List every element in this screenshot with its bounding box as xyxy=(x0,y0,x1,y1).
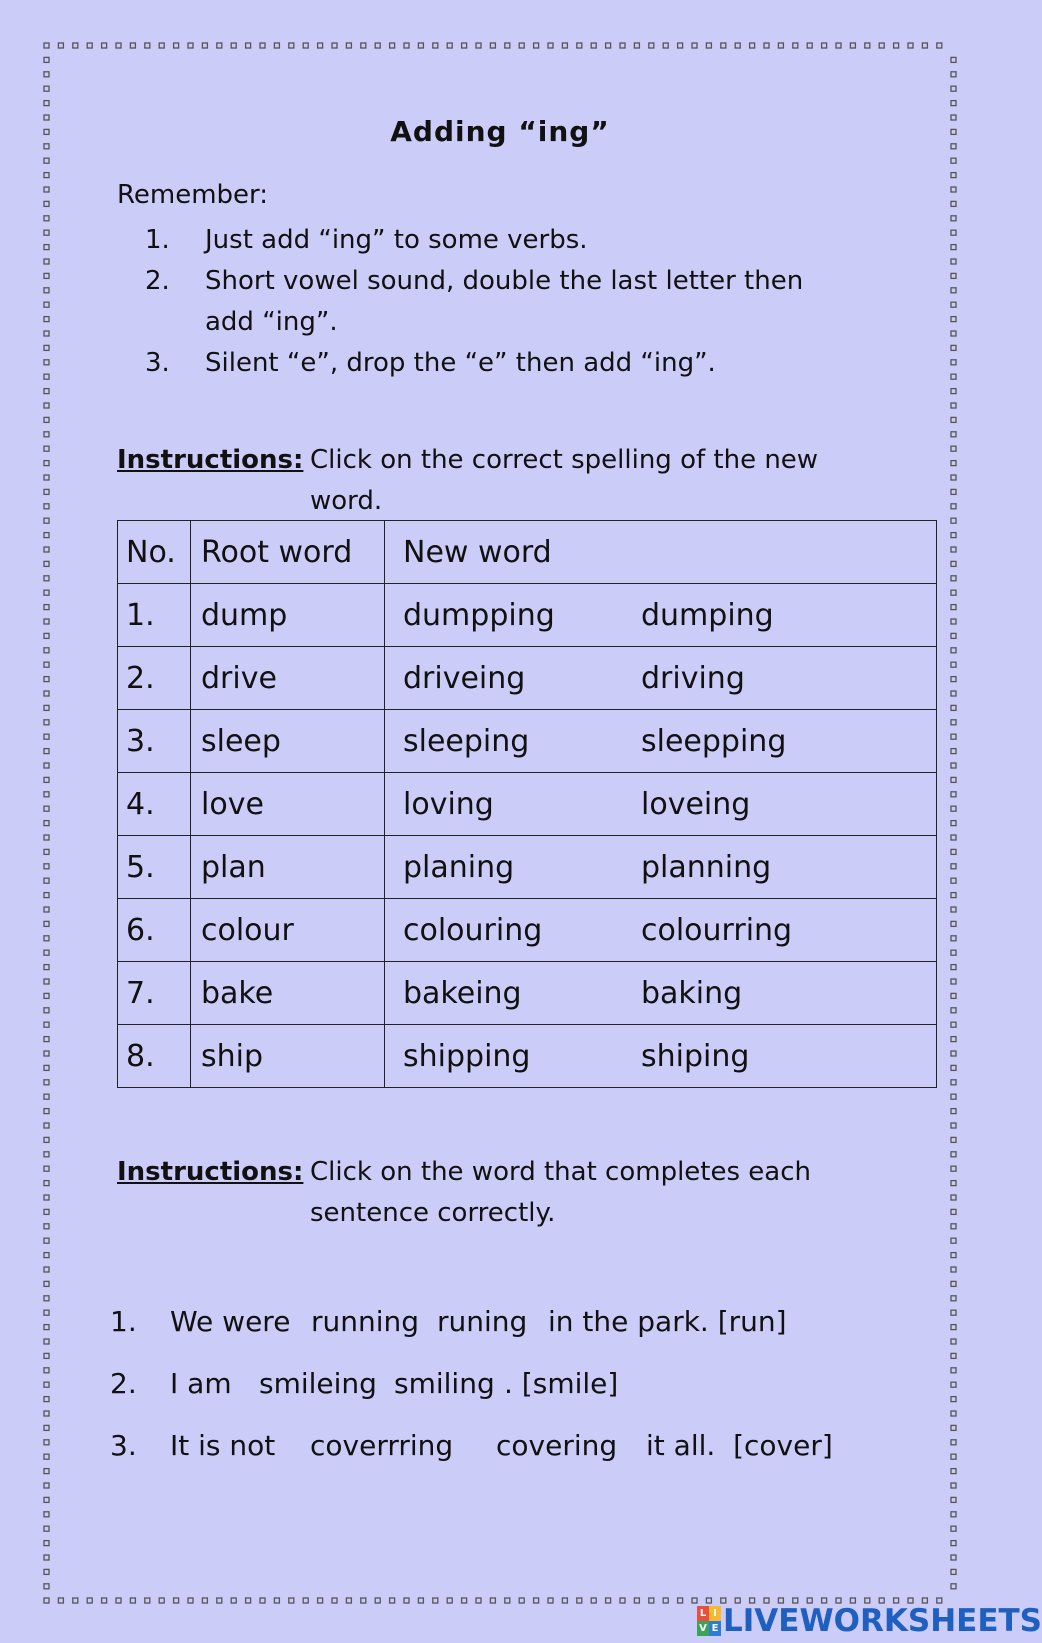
word-option[interactable]: covering xyxy=(496,1428,618,1462)
word-option[interactable]: coverrring xyxy=(310,1428,454,1462)
sentence-suffix: it all. [cover] xyxy=(646,1428,833,1462)
spelling-option[interactable]: driveing xyxy=(403,660,526,696)
table-row xyxy=(118,773,937,836)
word-option[interactable]: runing xyxy=(437,1304,528,1338)
sentence-prefix: I am xyxy=(170,1366,232,1400)
word-option[interactable]: smiling xyxy=(394,1366,495,1400)
rule-number: 2. xyxy=(145,266,170,296)
rule-text: Silent “e”, drop the “e” then add “ing”. xyxy=(205,348,716,378)
row-number: 1. xyxy=(118,584,191,647)
root-word: dump xyxy=(191,584,385,647)
table-row xyxy=(118,647,937,710)
spelling-option[interactable]: loveing xyxy=(641,786,751,822)
table-row xyxy=(118,899,937,962)
sentence-list xyxy=(110,1290,833,1476)
rule-text: Short vowel sound, double the last letter then add “ing”. xyxy=(205,266,804,337)
word-option[interactable]: smileing xyxy=(259,1366,377,1400)
logo-mark-icon: L I V E xyxy=(697,1606,721,1636)
rule-item xyxy=(145,261,845,343)
worksheet-title: Adding “ing” xyxy=(390,115,610,148)
rule-text: Just add “ing” to some verbs. xyxy=(205,225,588,255)
new-word-cell xyxy=(385,899,937,962)
spelling-option[interactable]: loving xyxy=(403,786,494,822)
root-word: ship xyxy=(191,1025,385,1088)
sentence-suffix: in the park. [run] xyxy=(548,1304,787,1338)
instructions-text: Click on the word that completes each sentence correctly. xyxy=(310,1157,811,1228)
table-header-row xyxy=(118,521,937,584)
rules-list xyxy=(145,220,845,384)
instructions-text: Click on the correct spelling of the new word. xyxy=(310,445,819,516)
new-word-cell xyxy=(385,647,937,710)
instructions-sentences xyxy=(117,1152,850,1234)
spelling-option[interactable]: shipping xyxy=(403,1038,531,1074)
instructions-spelling xyxy=(117,440,850,522)
root-word: plan xyxy=(191,836,385,899)
root-word: colour xyxy=(191,899,385,962)
row-number: 7. xyxy=(118,962,191,1025)
root-word: drive xyxy=(191,647,385,710)
spelling-option[interactable]: dumping xyxy=(641,597,774,633)
new-word-cell xyxy=(385,962,937,1025)
table-row xyxy=(118,1025,937,1088)
sentence-number: 3. xyxy=(110,1428,137,1462)
spelling-option[interactable]: colourring xyxy=(641,912,793,948)
row-number: 8. xyxy=(118,1025,191,1088)
instructions-label: Instructions: xyxy=(117,1157,304,1187)
spelling-option[interactable]: dumpping xyxy=(403,597,555,633)
spelling-option[interactable]: planing xyxy=(403,849,515,885)
table-row xyxy=(118,584,937,647)
spelling-option[interactable]: sleeping xyxy=(403,723,530,759)
new-word-cell xyxy=(385,584,937,647)
column-header-no: No. xyxy=(118,521,191,584)
rule-number: 3. xyxy=(145,348,170,378)
spelling-option[interactable]: shiping xyxy=(641,1038,750,1074)
word-option[interactable]: running xyxy=(311,1304,420,1338)
sentence-prefix: We were xyxy=(170,1304,291,1338)
sentence-item xyxy=(110,1290,833,1352)
spelling-table xyxy=(117,520,937,1088)
sentence-item xyxy=(110,1352,833,1414)
column-header-new-word: New word xyxy=(385,521,937,584)
table-row xyxy=(118,962,937,1025)
new-word-cell xyxy=(385,773,937,836)
table-row xyxy=(118,836,937,899)
root-word: bake xyxy=(191,962,385,1025)
root-word: sleep xyxy=(191,710,385,773)
sentence-number: 2. xyxy=(110,1366,137,1400)
rule-item xyxy=(145,220,845,261)
spelling-option[interactable]: colouring xyxy=(403,912,543,948)
row-number: 6. xyxy=(118,899,191,962)
new-word-cell xyxy=(385,1025,937,1088)
remember-label: Remember: xyxy=(117,180,269,210)
spelling-option[interactable]: sleepping xyxy=(641,723,787,759)
rule-number: 1. xyxy=(145,225,170,255)
spelling-option[interactable]: baking xyxy=(641,975,743,1011)
logo-text: LIVEWORKSHEETS xyxy=(723,1603,1042,1639)
spelling-option[interactable]: driving xyxy=(641,660,745,696)
sentence-suffix: . [smile] xyxy=(504,1366,619,1400)
row-number: 3. xyxy=(118,710,191,773)
rule-item xyxy=(145,343,845,384)
row-number: 4. xyxy=(118,773,191,836)
spelling-option[interactable]: planning xyxy=(641,849,772,885)
sentence-prefix: It is not xyxy=(170,1428,276,1462)
row-number: 5. xyxy=(118,836,191,899)
row-number: 2. xyxy=(118,647,191,710)
sentence-item xyxy=(110,1414,833,1476)
new-word-cell xyxy=(385,710,937,773)
spelling-option[interactable]: bakeing xyxy=(403,975,522,1011)
table-row xyxy=(118,710,937,773)
root-word: love xyxy=(191,773,385,836)
new-word-cell xyxy=(385,836,937,899)
liveworksheets-logo[interactable] xyxy=(697,1603,1042,1639)
sentence-number: 1. xyxy=(110,1304,137,1338)
instructions-label: Instructions: xyxy=(117,445,304,475)
column-header-root-word: Root word xyxy=(191,521,385,584)
